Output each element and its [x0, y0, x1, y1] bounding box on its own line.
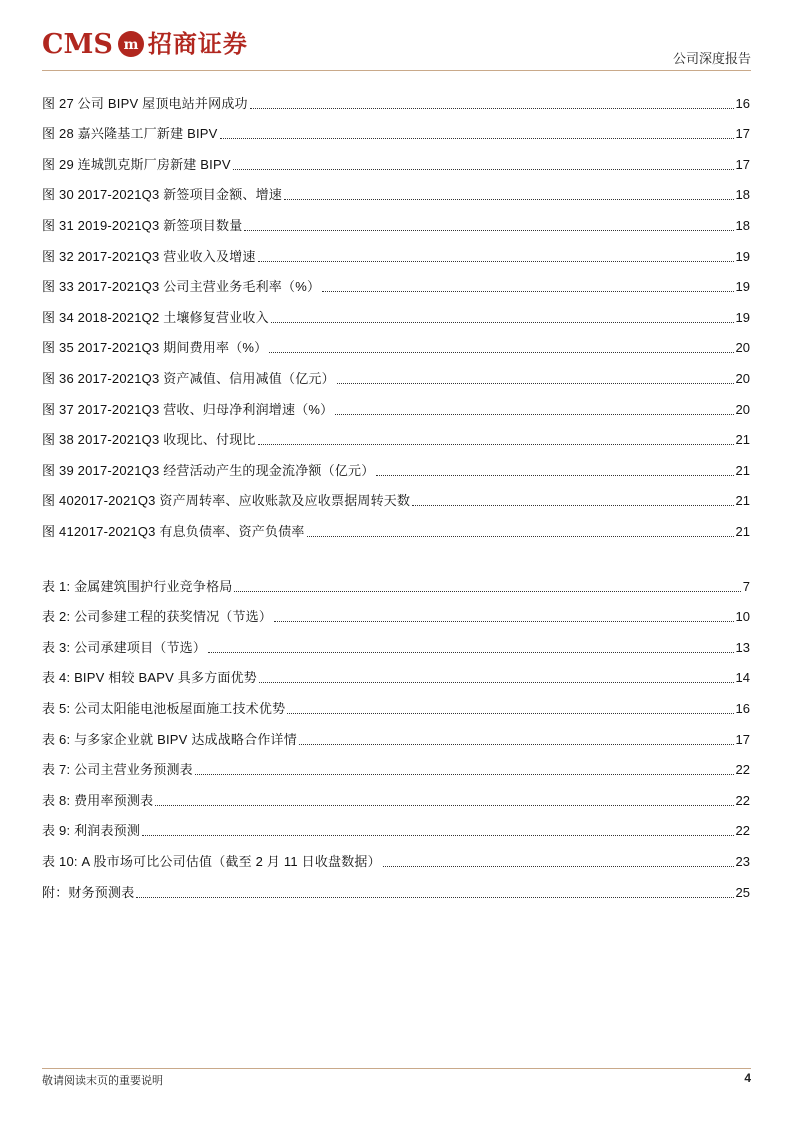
- toc-entry[interactable]: [42, 782, 750, 813]
- toc-entry-title: 表 1: 金属建筑围护行业竞争格局: [42, 578, 233, 594]
- toc-entry[interactable]: [42, 690, 750, 721]
- toc-entry-title: 图 37 2017-2021Q3 营收、归母净利润增速（%）: [42, 401, 334, 417]
- toc-leader-dots: [195, 774, 734, 775]
- toc-leader-dots: [155, 805, 733, 806]
- toc-leader-dots: [269, 352, 733, 353]
- toc-leader-dots: [299, 744, 734, 745]
- toc-entry[interactable]: [42, 422, 750, 453]
- toc-entry-page: 25: [735, 884, 750, 900]
- toc-leader-dots: [208, 652, 733, 653]
- toc-entry[interactable]: [42, 874, 750, 905]
- toc-entry-page: 19: [735, 279, 750, 295]
- toc-leader-dots: [322, 291, 733, 292]
- toc-leader-dots: [271, 322, 734, 323]
- toc-entry-title: 图 31 2019-2021Q3 新签项目数量: [42, 217, 243, 233]
- toc-leader-dots: [142, 835, 733, 836]
- toc-entry[interactable]: [42, 813, 750, 844]
- toc-entry-page: 20: [735, 370, 750, 386]
- toc-entry-title: 表 9: 利润表预测: [42, 823, 141, 839]
- toc-entry[interactable]: [42, 843, 750, 874]
- toc-entry-page: 16: [735, 700, 750, 716]
- toc-entry-title: 图 35 2017-2021Q3 期间费用率（%）: [42, 340, 268, 356]
- toc-entry-page: 21: [735, 432, 750, 448]
- toc-entry[interactable]: [42, 391, 750, 422]
- toc-leader-dots: [233, 169, 734, 170]
- toc-entry[interactable]: [42, 269, 750, 300]
- toc-entry-page: 16: [735, 95, 750, 111]
- toc-entry[interactable]: [42, 360, 750, 391]
- toc-entry[interactable]: [42, 299, 750, 330]
- toc-entry-title: 表 7: 公司主营业务预测表: [42, 762, 193, 778]
- toc-entry[interactable]: [42, 752, 750, 783]
- toc-entry[interactable]: [42, 146, 750, 177]
- toc-entry-title: 图 36 2017-2021Q3 资产减值、信用减值（亿元）: [42, 370, 335, 386]
- toc-entry-title: 图 402017-2021Q3 资产周转率、应收账款及应收票据周转天数: [42, 493, 411, 509]
- toc-entry-page: 18: [735, 187, 750, 203]
- toc-entry-page: 20: [735, 401, 750, 417]
- toc-entry[interactable]: [42, 660, 750, 691]
- toc-leader-dots: [335, 414, 733, 415]
- toc-leader-dots: [258, 444, 734, 445]
- toc-entry-title: 图 33 2017-2021Q3 公司主营业务毛利率（%）: [42, 279, 321, 295]
- logo-latin-text: CMS: [42, 28, 113, 60]
- toc-leader-dots: [412, 505, 733, 506]
- toc-entry-page: 22: [735, 792, 750, 808]
- toc-entry-title: 表 4: BIPV 相较 BAPV 具多方面优势: [42, 670, 258, 686]
- toc-entry-page: 19: [735, 248, 750, 264]
- toc-entry-page: 20: [735, 340, 750, 356]
- toc-entry[interactable]: [42, 721, 750, 752]
- toc-entry[interactable]: [42, 85, 750, 116]
- report-type-label: 公司深度报告: [672, 52, 751, 67]
- toc-entry-title: 图 30 2017-2021Q3 新签项目金额、增速: [42, 187, 283, 203]
- toc-entry-page: 14: [735, 670, 750, 686]
- toc-entry-title: 表 8: 费用率预测表: [42, 792, 154, 808]
- toc-entry[interactable]: [42, 629, 750, 660]
- company-logo: [42, 26, 248, 62]
- toc-entry-page: 22: [735, 762, 750, 778]
- figure-index-list: [42, 85, 750, 544]
- toc-entry-page: 7: [742, 578, 750, 594]
- logo-chinese-text: 招商证券: [147, 29, 248, 58]
- page-header: [0, 0, 793, 72]
- toc-leader-dots: [250, 108, 734, 109]
- toc-entry-page: 10: [735, 609, 750, 625]
- toc-entry-title: 图 412017-2021Q3 有息负债率、资产负债率: [42, 523, 305, 539]
- header-divider: [42, 70, 751, 71]
- toc-entry-page: 23: [735, 853, 750, 869]
- svg-text:m: m: [123, 37, 139, 53]
- page-number: 4: [744, 1071, 751, 1085]
- toc-entry[interactable]: [42, 177, 750, 208]
- logo-seal-icon: [118, 31, 144, 57]
- toc-entry[interactable]: [42, 116, 750, 147]
- toc-entry-page: 13: [735, 639, 750, 655]
- toc-entry[interactable]: [42, 483, 750, 514]
- toc-entry[interactable]: [42, 238, 750, 269]
- toc-entry[interactable]: [42, 330, 750, 361]
- toc-entry-title: 图 34 2018-2021Q2 土壤修复营业收入: [42, 309, 269, 325]
- toc-entry-title: 表 6: 与多家企业就 BIPV 达成战略合作详情: [42, 731, 297, 747]
- toc-leader-dots: [337, 383, 734, 384]
- footer-disclaimer-note: 敬请阅读末页的重要说明: [42, 1074, 163, 1087]
- toc-leader-dots: [383, 866, 734, 867]
- toc-entry[interactable]: [42, 513, 750, 544]
- toc-entry[interactable]: [42, 207, 750, 238]
- toc-leader-dots: [244, 230, 733, 231]
- toc-leader-dots: [274, 621, 733, 622]
- toc-entry-title: 图 28 嘉兴隆基工厂新建 BIPV: [42, 126, 218, 142]
- toc-leader-dots: [234, 591, 740, 592]
- toc-entry-page: 17: [735, 731, 750, 747]
- toc-entry-title: 图 29 连城凯克斯厂房新建 BIPV: [42, 156, 231, 172]
- toc-leader-dots: [284, 199, 734, 200]
- toc-entry-title: 图 27 公司 BIPV 屋顶电站并网成功: [42, 95, 248, 111]
- toc-entry-page: 21: [735, 523, 750, 539]
- toc-entry-title: 表 10: A 股市场可比公司估值（截至 2 月 11 日收盘数据）: [42, 853, 381, 869]
- toc-leader-dots: [136, 897, 733, 898]
- toc-entry-title: 表 5: 公司太阳能电池板屋面施工技术优势: [42, 700, 286, 716]
- toc-entry-title: 图 32 2017-2021Q3 营业收入及增速: [42, 248, 256, 264]
- toc-leader-dots: [376, 475, 733, 476]
- toc-leader-dots: [220, 138, 734, 139]
- toc-entry-title: 表 2: 公司参建工程的获奖情况（节选）: [42, 609, 273, 625]
- toc-leader-dots: [287, 713, 733, 714]
- toc-entry-title: 表 3: 公司承建项目（节选）: [42, 639, 207, 655]
- toc-entry[interactable]: [42, 568, 750, 599]
- toc-entry-page: 17: [735, 126, 750, 142]
- toc-entry-page: 17: [735, 156, 750, 172]
- toc-entry-title: 图 39 2017-2021Q3 经营活动产生的现金流净额（亿元）: [42, 462, 375, 478]
- toc-leader-dots: [258, 261, 734, 262]
- toc-leader-dots: [307, 536, 734, 537]
- table-index-list: [42, 568, 750, 905]
- toc-entry-page: 19: [735, 309, 750, 325]
- toc-entry[interactable]: [42, 452, 750, 483]
- toc-entry[interactable]: [42, 599, 750, 630]
- footer-divider: [42, 1068, 751, 1069]
- toc-leader-dots: [259, 682, 734, 683]
- toc-entry-page: 22: [735, 823, 750, 839]
- toc-entry-page: 21: [735, 462, 750, 478]
- toc-entry-page: 21: [735, 493, 750, 509]
- toc-entry-title: 图 38 2017-2021Q3 收现比、付现比: [42, 432, 256, 448]
- toc-entry-page: 18: [735, 217, 750, 233]
- toc-entry-title: 附：财务预测表: [42, 884, 135, 900]
